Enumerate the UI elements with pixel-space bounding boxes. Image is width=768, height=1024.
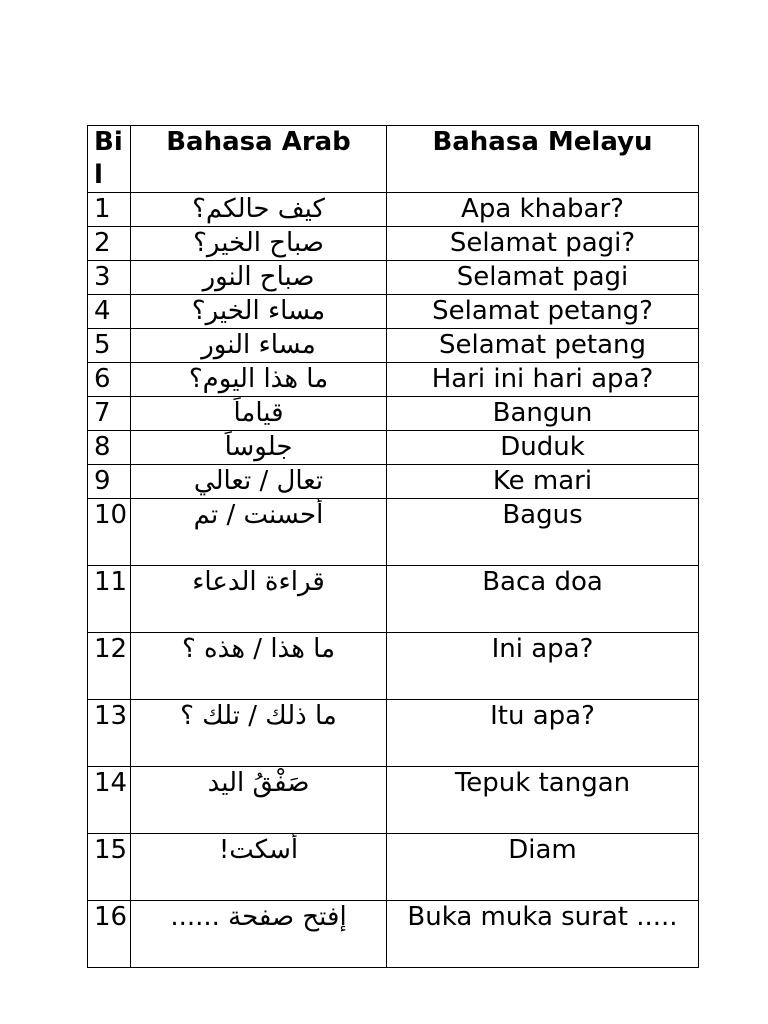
row-number: 2 [88, 227, 131, 261]
malay-phrase: Selamat pagi? [387, 227, 699, 261]
table-row [88, 633, 699, 700]
row-number: 6 [88, 363, 131, 397]
table-row [88, 329, 699, 363]
table-row [88, 566, 699, 633]
malay-phrase: Diam [387, 834, 699, 901]
header-bil: Bil [88, 126, 131, 193]
row-number: 13 [88, 700, 131, 767]
arabic-phrase: جلوساً [131, 431, 387, 465]
table-header-row [88, 126, 699, 193]
table-row [88, 700, 699, 767]
arabic-phrase: مساء النور [131, 329, 387, 363]
arabic-phrase: صباح النور [131, 261, 387, 295]
table-row [88, 465, 699, 499]
header-bahasa-melayu: Bahasa Melayu [387, 126, 699, 193]
malay-phrase: Selamat petang? [387, 295, 699, 329]
row-number: 5 [88, 329, 131, 363]
table-row [88, 193, 699, 227]
arabic-phrase: صَفْقُ اليد [131, 767, 387, 834]
table-row [88, 431, 699, 465]
row-number: 3 [88, 261, 131, 295]
row-number: 1 [88, 193, 131, 227]
arabic-phrase: مساء الخير؟ [131, 295, 387, 329]
arabic-phrase: قياماً [131, 397, 387, 431]
row-number: 12 [88, 633, 131, 700]
row-number: 14 [88, 767, 131, 834]
row-number: 10 [88, 499, 131, 566]
malay-phrase: Tepuk tangan [387, 767, 699, 834]
arabic-phrase: كيف حالكم؟ [131, 193, 387, 227]
table-row [88, 499, 699, 566]
malay-phrase: Apa khabar? [387, 193, 699, 227]
vocabulary-table [87, 125, 699, 968]
row-number: 16 [88, 901, 131, 968]
arabic-phrase: أحسنت / تم [131, 499, 387, 566]
malay-phrase: Hari ini hari apa? [387, 363, 699, 397]
row-number: 15 [88, 834, 131, 901]
table-row [88, 363, 699, 397]
arabic-phrase: صباح الخير؟ [131, 227, 387, 261]
table-row [88, 834, 699, 901]
arabic-phrase: ما هذا / هذه ؟ [131, 633, 387, 700]
arabic-phrase: قراءة الدعاء [131, 566, 387, 633]
row-number: 11 [88, 566, 131, 633]
malay-phrase: Ke mari [387, 465, 699, 499]
malay-phrase: Selamat petang [387, 329, 699, 363]
malay-phrase: Itu apa? [387, 700, 699, 767]
row-number: 8 [88, 431, 131, 465]
arabic-phrase: ما ذلك / تلك ؟ [131, 700, 387, 767]
row-number: 4 [88, 295, 131, 329]
malay-phrase: Duduk [387, 431, 699, 465]
row-number: 7 [88, 397, 131, 431]
table-row [88, 261, 699, 295]
malay-phrase: Selamat pagi [387, 261, 699, 295]
malay-phrase: Bangun [387, 397, 699, 431]
header-bahasa-arab: Bahasa Arab [131, 126, 387, 193]
malay-phrase: Ini apa? [387, 633, 699, 700]
arabic-phrase: تعال / تعالي [131, 465, 387, 499]
malay-phrase: Bagus [387, 499, 699, 566]
arabic-phrase: ما هذا اليوم؟ [131, 363, 387, 397]
table-row [88, 295, 699, 329]
arabic-phrase: إفتح صفحة ...... [131, 901, 387, 968]
row-number: 9 [88, 465, 131, 499]
table-row [88, 767, 699, 834]
table-row [88, 397, 699, 431]
arabic-phrase: أسكت! [131, 834, 387, 901]
table-row [88, 227, 699, 261]
table-row [88, 901, 699, 968]
malay-phrase: Baca doa [387, 566, 699, 633]
malay-phrase: Buka muka surat ..... [387, 901, 699, 968]
